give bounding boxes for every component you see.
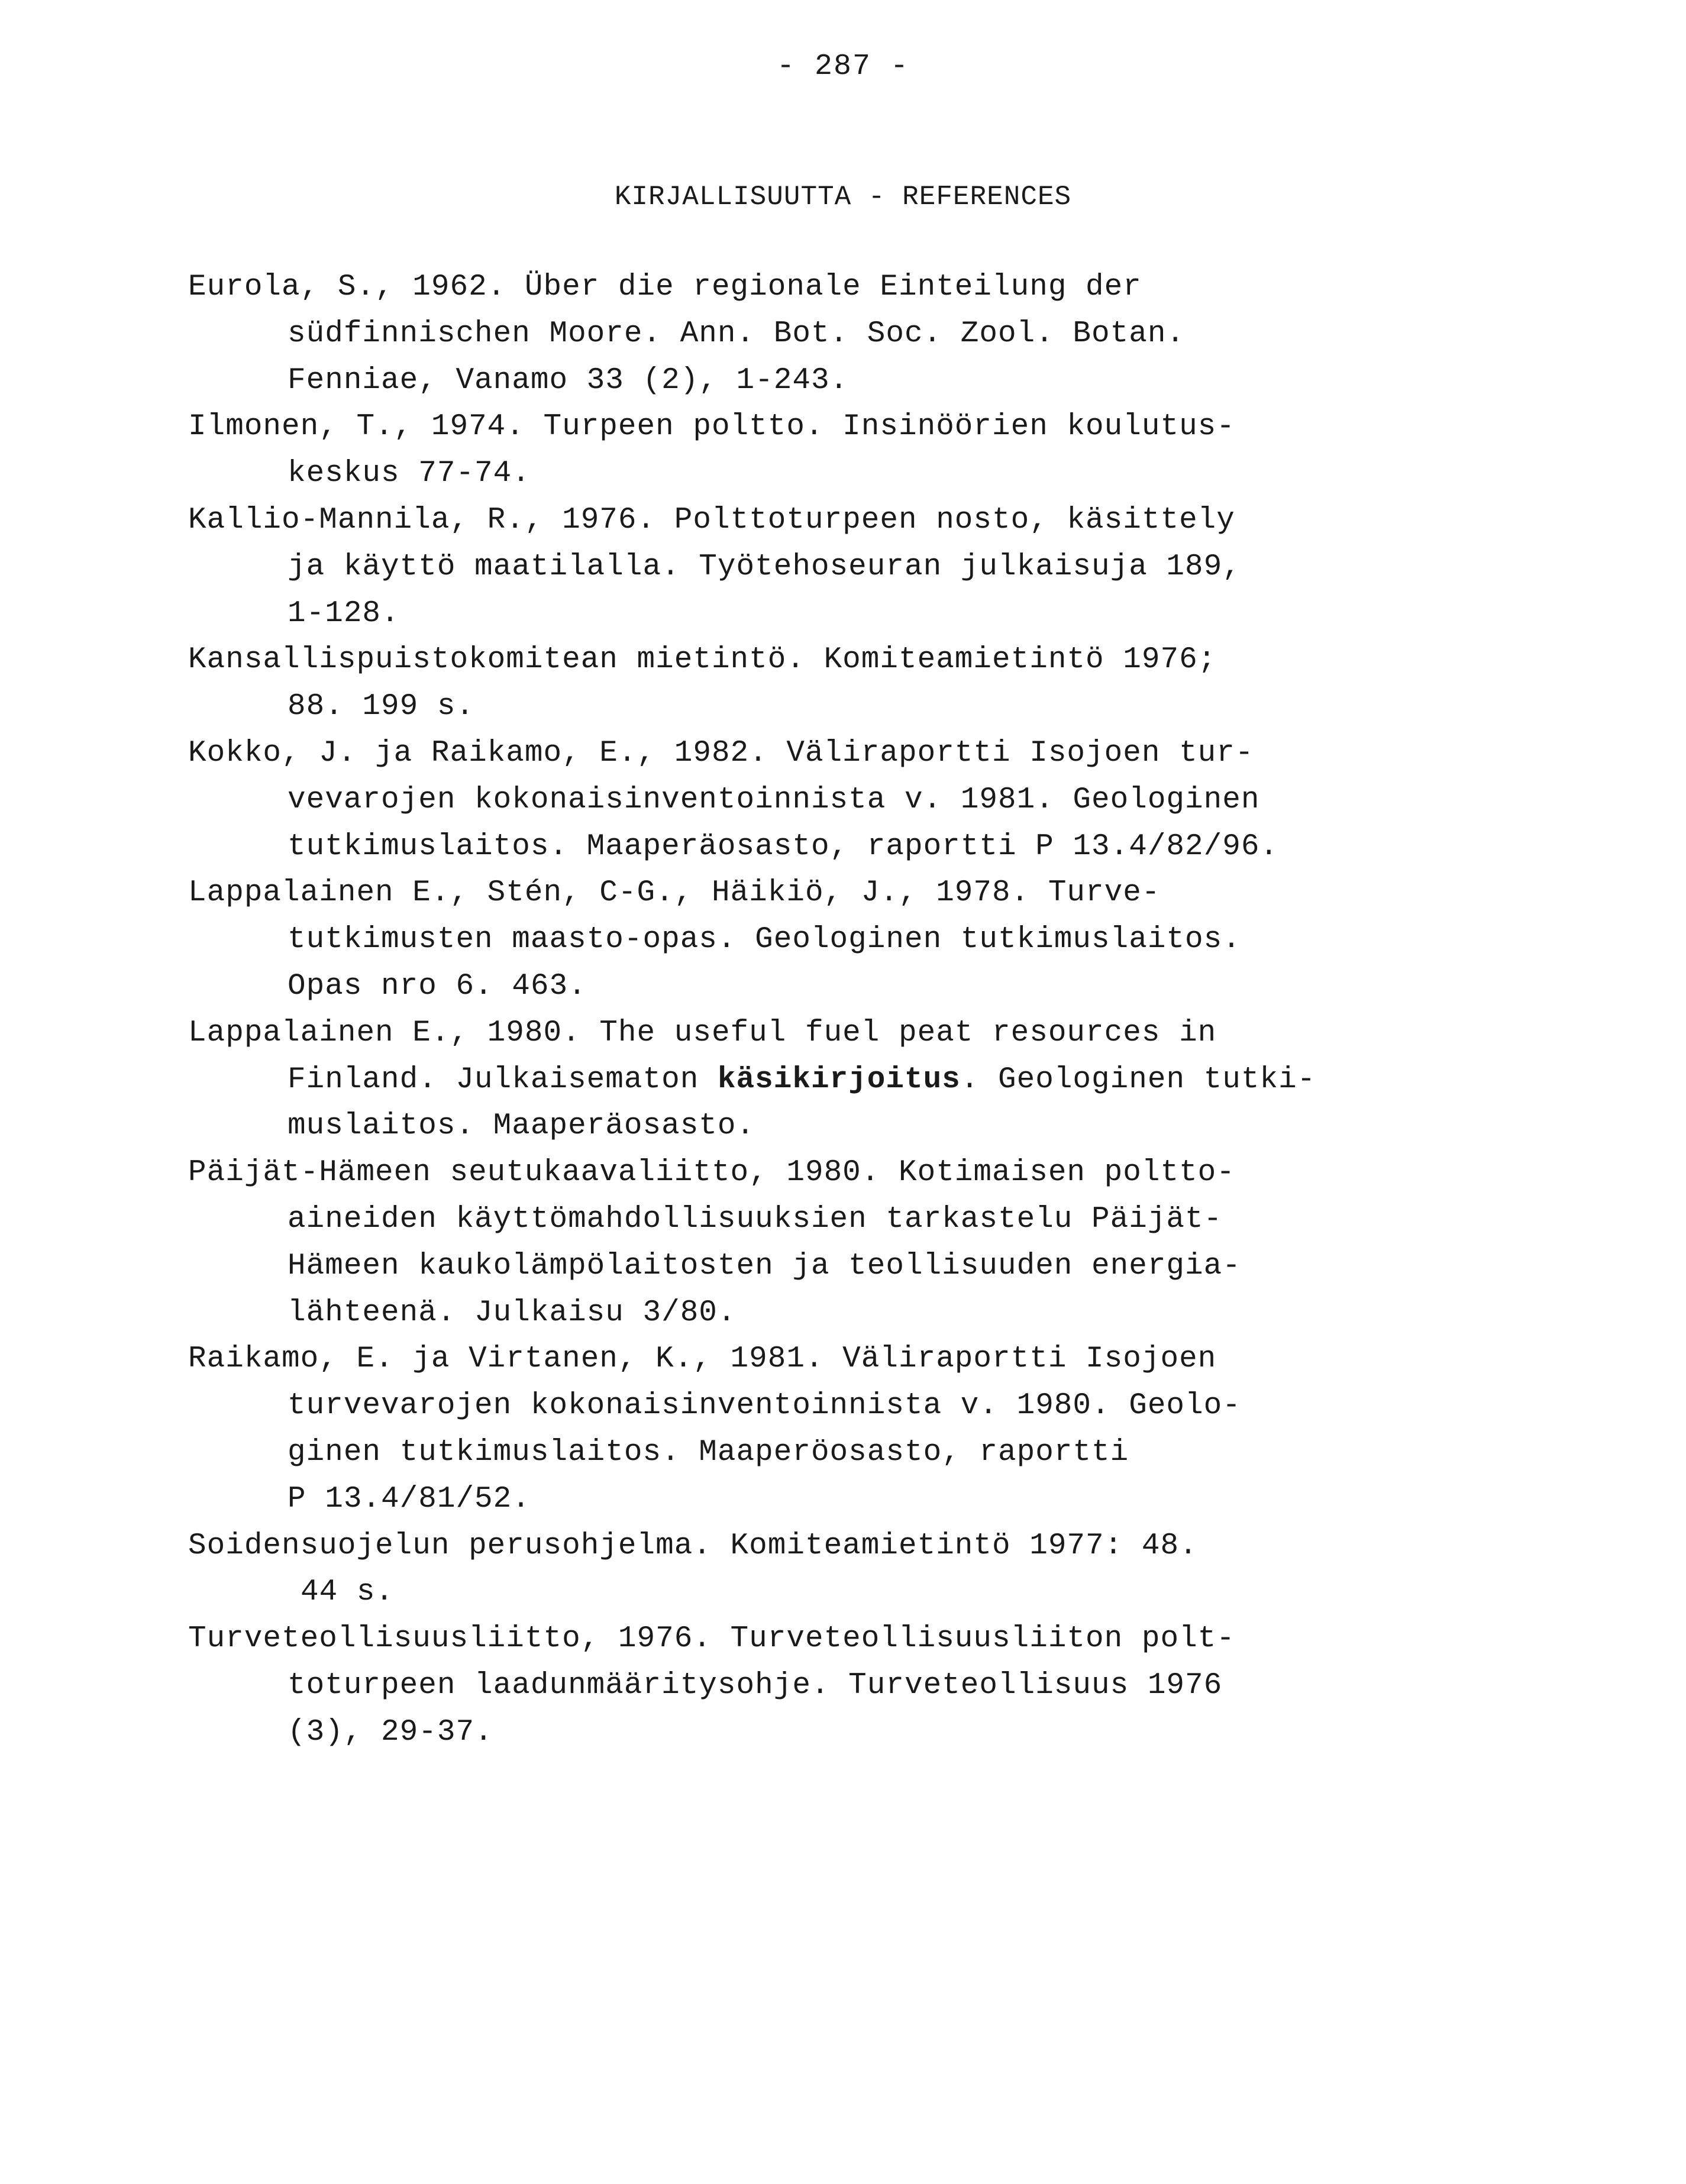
reference-entry bbox=[188, 404, 1519, 497]
reference-line: muslaitos. Maaperäosasto. bbox=[288, 1109, 755, 1143]
reference-line: Raikamo, E. ja Virtanen, K., 1981. Väliraportti Isojoen bbox=[188, 1342, 1217, 1377]
reference-line: P 13.4/81/52. bbox=[288, 1482, 531, 1516]
reference-entry bbox=[188, 497, 1519, 637]
reference-entry bbox=[188, 1150, 1519, 1336]
reference-line: vevarojen kokonaisinventoinnista v. 1981. Geologinen bbox=[288, 783, 1260, 817]
reference-line: Lappalainen E., Stén, C-G., Häikiö, J., 1978. Turve- bbox=[188, 876, 1161, 910]
reference-line: Lappalainen E., 1980. The useful fuel peat resources in bbox=[188, 1016, 1217, 1050]
reference-entry bbox=[188, 1336, 1519, 1523]
reference-entry bbox=[188, 1010, 1519, 1150]
reference-text: . Geologinen tutki- bbox=[960, 1062, 1316, 1097]
reference-line: 1-128. bbox=[288, 596, 400, 631]
page-title: KIRJALLISUUTTA - REFERENCES bbox=[614, 182, 1072, 212]
reference-line: ginen tutkimuslaitos. Maaperöosasto, raportti bbox=[288, 1435, 1129, 1469]
reference-line: Ilmonen, T., 1974. Turpeen poltto. Insinöörien koulutus- bbox=[188, 410, 1235, 444]
reference-line: keskus 77-74. bbox=[288, 457, 531, 491]
reference-entry bbox=[188, 264, 1519, 404]
reference-line: turvevarojen kokonaisinventoinnista v. 1980. Geolo- bbox=[288, 1389, 1241, 1423]
reference-entry bbox=[188, 870, 1519, 1010]
reference-line: 44 s. bbox=[301, 1575, 395, 1610]
reference-text: Finland. Julkaisematon bbox=[288, 1062, 718, 1097]
reference-entry bbox=[188, 731, 1519, 870]
reference-line: Soidensuojelun perusohjelma. Komiteamietintö 1977: 48. bbox=[188, 1529, 1198, 1563]
reference-line: toturpeen laadunmääritysohje. Turveteollisuus 1976 bbox=[288, 1668, 1223, 1702]
reference-list bbox=[188, 264, 1519, 1756]
reference-line: tutkimuslaitos. Maaperäosasto, raportti P 13.4/82/96. bbox=[288, 829, 1279, 864]
reference-line: Hämeen kaukolämpölaitosten ja teollisuuden energia- bbox=[288, 1249, 1241, 1283]
reference-line: Fenniae, Vanamo 33 (2), 1-243. bbox=[288, 363, 849, 398]
reference-line: südfinnischen Moore. Ann. Bot. Soc. Zool. Botan. bbox=[288, 316, 1186, 351]
reference-line: Päijät-Hämeen seutukaavaliitto, 1980. Kotimaisen poltto- bbox=[188, 1156, 1235, 1190]
reference-line: (3), 29-37. bbox=[288, 1715, 493, 1749]
reference-line: aineiden käyttömahdollisuuksien tarkastelu Päijät- bbox=[288, 1202, 1223, 1236]
reference-line: Kokko, J. ja Raikamo, E., 1982. Väliraportti Isojoen tur- bbox=[188, 736, 1254, 770]
reference-line: Opas nro 6. 463. bbox=[288, 969, 587, 1003]
reference-line: ja käyttö maatilalla. Työtehoseuran julkaisuja 189, bbox=[288, 550, 1241, 584]
reference-line: Kansallispuistokomitean mietintö. Komiteamietintö 1976; bbox=[188, 643, 1217, 677]
reference-entry bbox=[188, 1523, 1519, 1617]
page-number: - 287 - bbox=[776, 50, 910, 83]
reference-entry bbox=[188, 637, 1519, 731]
reference-line-mixed bbox=[188, 1057, 1519, 1104]
reference-line: Eurola, S., 1962. Über die regionale Einteilung der bbox=[188, 270, 1142, 304]
bold-word: käsikirjoitus bbox=[717, 1062, 961, 1097]
reference-entry bbox=[188, 1616, 1519, 1756]
reference-line: Kallio-Mannila, R., 1976. Polttoturpeen nosto, käsittely bbox=[188, 503, 1235, 537]
reference-line: Turveteollisuusliitto, 1976. Turveteollisuusliiton polt- bbox=[188, 1622, 1235, 1656]
reference-line: 88. 199 s. bbox=[288, 690, 475, 724]
reference-line: lähteenä. Julkaisu 3/80. bbox=[288, 1295, 737, 1330]
reference-line: tutkimusten maasto-opas. Geologinen tutkimuslaitos. bbox=[288, 923, 1241, 957]
